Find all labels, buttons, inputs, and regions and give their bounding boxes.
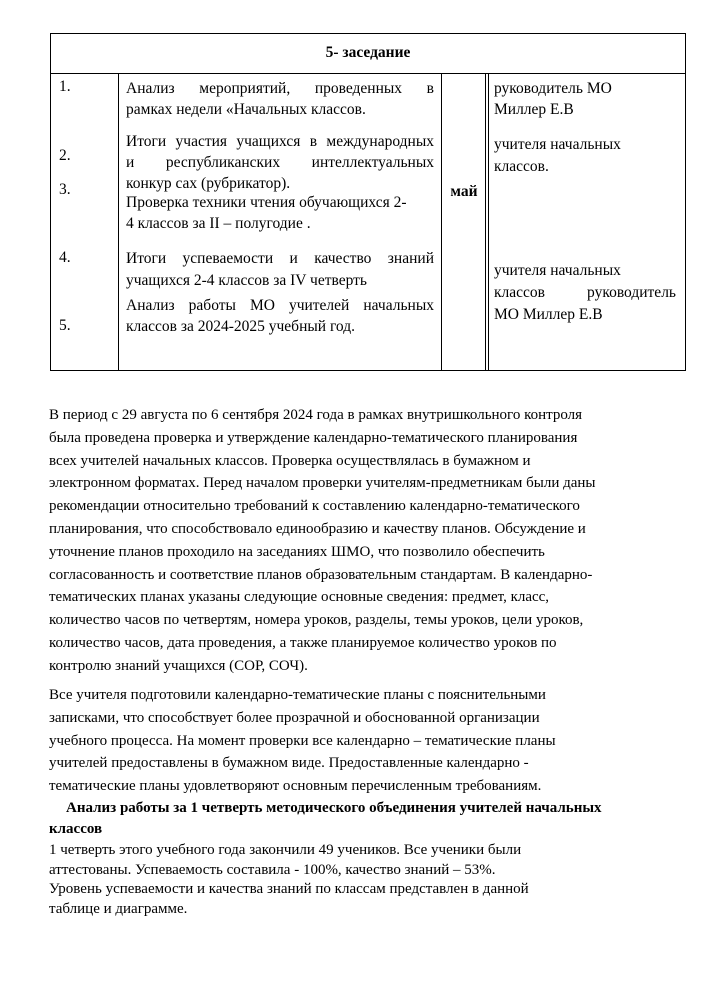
text-line: количество часов по четвертям, номера уроков, разделы, темы уроков, цели уроков, [49,612,584,629]
text-line: была проведена проверка и утверждение календарно-тематического планирования [49,429,578,446]
topic-line: конкур сах (рубрикатор). [126,175,291,192]
paragraph-kalendarno-plan [49,404,596,678]
text-line: тематических планах указаны следующие основные сведения: предмет, класс, [49,589,550,606]
text-line: В период с 29 августа по 6 сентября 2024 года в рамках внутришкольного контроля [49,407,583,423]
text-line: рекомендации относительно требований к составлению календарно-тематического [49,498,580,515]
row-number: 3. [59,181,71,198]
column-divider-3 [485,73,486,371]
row-number: 1. [59,78,71,95]
text-line: таблице и диаграмме. [49,900,188,917]
table-border-right [685,33,686,371]
topic-line: Итоги участия учащихся в международных [126,133,434,150]
topic-line: Анализ работы МО учителей начальных [126,297,434,314]
responsible-line: учителя начальных [494,136,621,153]
topic-line: Анализ мероприятий, проведенных в [126,80,434,97]
text-line: количество часов, дата проведения, а также планируемое количество уроков по [49,634,557,651]
responsible-line: МО Миллер Е.В [494,306,603,323]
section-heading [49,798,602,840]
text-line: учителей предоставлены в бумажном виде. Предоставленные календарно - [49,755,529,772]
row-number: 5. [59,317,71,334]
responsible-line: учителя начальных [494,262,621,279]
text-line: 1 четверть этого учебного года закончили 49 учеников. Все ученики были [49,842,522,858]
row-number: 2. [59,147,71,164]
text-line: аттестованы. Успеваемость составила - 100%, качество знаний – 53%. [49,861,496,878]
topic-line: рамках недели «Начальных классов. [126,101,366,118]
column-divider-3b [488,73,489,371]
text-line: контролю знаний учащихся (СОР, СОЧ). [49,657,308,674]
text-line: электронном форматах. Перед началом проверки учителям-предметникам были даны [49,475,596,492]
text-line: планирования, что способствовало единообразию и качеству планов. Обсуждение и [49,520,586,537]
topic-line: учащихся 2-4 классов за IV четверть [126,272,367,289]
text-line: учебного процесса. На момент проверки все календарно – тематические планы [49,732,556,749]
paragraph-teachers-plans [49,684,556,798]
text-line: тематические планы удовлетворяют основным перечисленным требованиям. [49,778,542,795]
topic-line: Проверка техники чтения обучающихся 2- [126,194,407,211]
responsible-line: руководитель МО [494,80,612,97]
table-border-bottom [50,370,686,371]
topic-line: и республиканских интеллектуальных [126,154,434,171]
meeting-table [50,33,686,371]
month-cell: май [450,183,478,200]
text-line: всех учителей начальных классов. Проверка осуществлялась в бумажном и [49,452,531,469]
column-divider-1 [118,73,119,371]
heading-line: Анализ работы за 1 четверть методического объединения учителей начальных [66,800,602,816]
table-header: 5- заседание [325,44,411,61]
responsible-line: классов руководитель [494,284,676,301]
text-line: Все учителя подготовили календарно-тематические планы с пояснительными [49,687,546,703]
topic-line: Итоги успеваемости и качество знаний [126,250,434,267]
text-line: Уровень успеваемости и качества знаний по классам представлен в данной [49,881,529,897]
text-line: записками, что способствует более прозрачной и обоснованной организации [49,709,540,726]
table-header-divider [50,73,686,74]
table-border-left [50,33,51,371]
row-number: 4. [59,249,71,266]
text-line: согласованность и соответствие планов образовательным стандартам. В календарно- [49,566,593,583]
text-line: уточнение планов проходило на заседаниях ШМО, что позволило обеспечить [49,543,545,560]
responsible-line: классов. [494,158,549,175]
table-border-top [50,33,686,34]
heading-line: классов [49,821,103,837]
topic-line: классов за 2024-2025 учебный год. [126,318,355,335]
topic-line: 4 классов за II – полугодие . [126,215,311,232]
paragraph-quarter-results [49,841,529,919]
column-divider-2 [441,73,442,371]
responsible-line: Миллер Е.В [494,101,574,118]
